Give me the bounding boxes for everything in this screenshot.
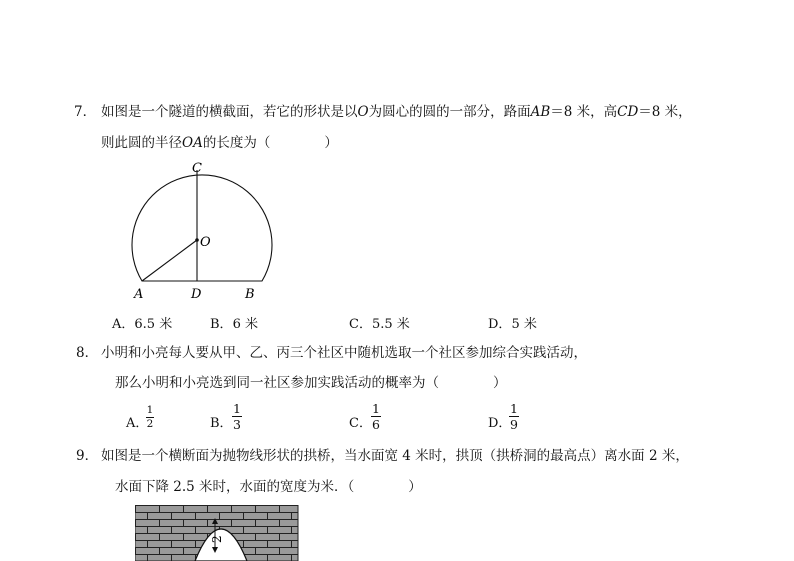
tunnel-figure [120,158,280,303]
label-b: B [245,287,255,302]
variable-oa: OA [182,135,203,151]
text-segment: ＝8 米，高 [550,104,618,120]
option-d-fraction [509,402,519,431]
question-number: 9． [76,448,99,464]
numerator: 1 [233,401,241,416]
label-c: C [192,161,202,176]
label-a: A [134,287,144,302]
option-c [349,313,410,332]
question-7 [74,104,96,120]
option-text: 6.5 米 [134,317,173,332]
option-b [210,313,258,332]
option-c-letter: C． [349,416,372,431]
option-letter: D． [488,317,512,332]
denominator: 9 [510,417,518,432]
center-point [195,238,199,242]
option-text: 6 米 [232,317,258,332]
numerator: 1 [510,401,518,416]
circle-arc [132,175,272,281]
question-8-line-1: 小明和小亮每人要从甲、乙、丙三个社区中随机选取一个社区参加综合实践活动， [101,345,587,361]
question-9-line-1: 如图是一个横断面为抛物线形状的拱桥，当水面宽 4 米时，拱顶（拱桥洞的最高点）离水面 2 米， [101,448,689,464]
denominator: 2 [146,418,154,430]
option-a-letter: A． [126,416,149,431]
text-segment: 则此圆的半径 [101,135,182,151]
option-a-fraction [146,405,154,430]
option-d [488,313,537,332]
option-text: 5 米 [511,317,537,332]
numerator: 1 [146,404,154,416]
option-letter: B． [210,317,233,332]
text-segment: 为圆心的圆的一部分，路面 [368,104,531,120]
segment-oa [142,240,197,281]
denominator: 3 [233,417,241,432]
question-7-line-2 [101,135,338,151]
arch-bridge-figure [135,505,300,561]
text-segment: ＝8 米， [638,104,692,120]
option-letter: C． [349,317,372,332]
question-8-line-2: 那么小明和小亮选到同一社区参加实践活动的概率为（ ） [115,375,507,391]
question-number: 8． [76,345,99,361]
option-letter: A． [112,317,135,332]
option-d-letter: D． [488,416,512,431]
height-label: 2 [210,535,224,543]
answer-blank: 的长度为（ ） [202,135,338,151]
option-text: 5.5 米 [371,317,410,332]
question-number: 7． [74,104,97,120]
numerator: 1 [372,401,380,416]
option-c-fraction [371,402,381,431]
option-b-fraction [232,402,242,431]
variable-o: O [357,104,369,120]
label-d: D [191,287,202,302]
variable-ab: AB [530,104,551,120]
question-7-line-1 [101,104,692,120]
label-o: O [200,235,211,250]
variable-cd: CD [617,104,639,120]
text-segment: 如图是一个隧道的横截面，若它的形状是以 [101,104,358,120]
option-a [112,313,172,332]
denominator: 6 [372,417,380,432]
question-9-line-2: 水面下降 2.5 米时，水面的宽度为米．（ ） [115,479,422,495]
option-b-letter: B． [210,416,233,431]
